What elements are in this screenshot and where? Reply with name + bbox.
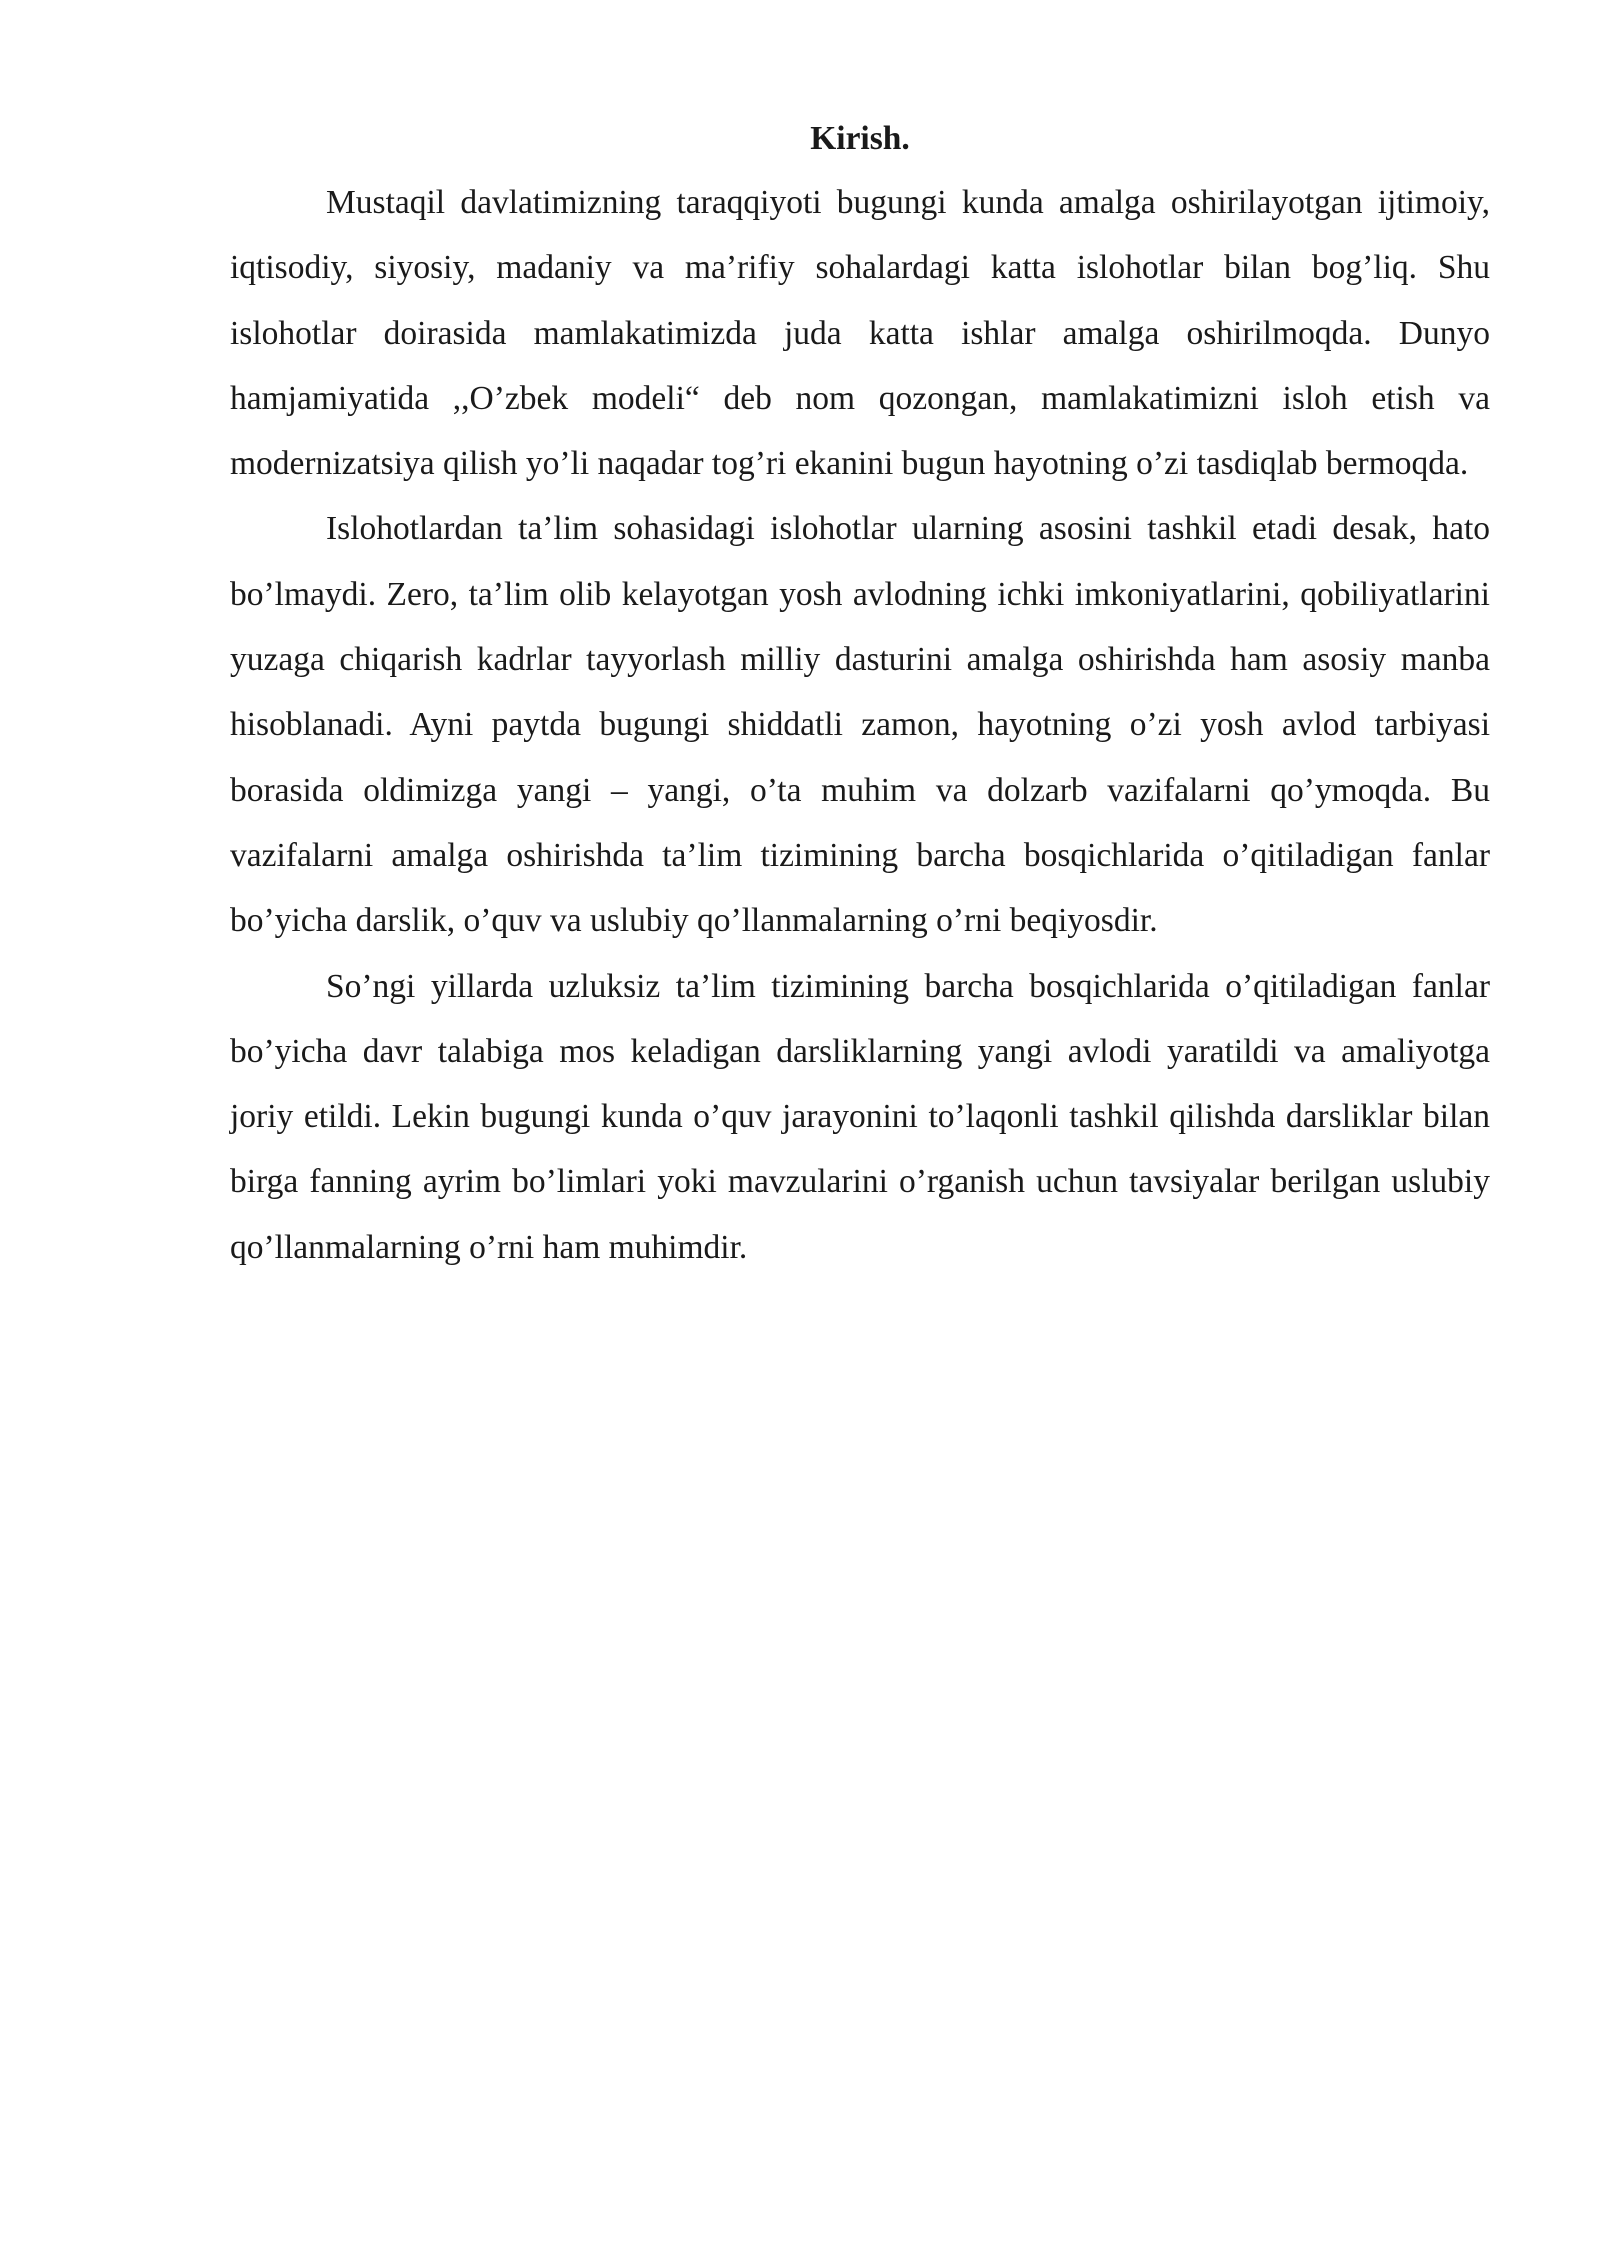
document-body bbox=[230, 108, 1490, 1280]
document-title: Kirish. bbox=[810, 120, 910, 157]
paragraph-2: Islohotlardan ta’lim sohasidagi islohotlar ularning asosini tashkil etadi desak, hato bo’lmaydi. Zero, ta’lim olib kelayotgan yosh avlodning ichki imkoniyatlarini, qobiliyatlarini yuzaga chiqarish kadrlar tayyorlash milliy dasturini amalga oshirishda ham asosiy manba hisoblanadi. Ayni paytda bugungi shiddatli zamon, hayotning o’zi yosh avlod tarbiyasi borasida oldimizga yangi – yangi, o’ta muhim va dolzarb vazifalarni qo’ymoqda. Bu vazifalarni amalga oshirishda ta’lim tizimining barcha bosqichlarida o’qitiladigan fanlar bo’yicha darslik, o’quv va uslubiy qo’llanmalarning o’rni beqiyosdir. bbox=[230, 510, 1490, 940]
paragraph-1: Mustaqil davlatimizning taraqqiyoti bugungi kunda amalga oshirilayotgan ijtimoiy, iqtisodiy, siyosiy, madaniy va ma’rifiy sohalardagi katta islohotlar bilan bog’liq. Shu islohotlar doirasida mamlakatimizda juda katta ishlar amalga oshirilmoqda. Dunyo hamjamiyatida ,,O’zbek modeli“ deb nom qozongan, mamlakatimizni isloh etish va modernizatsiya qilish yo’li naqadar tog’ri ekanini bugun hayotning o’zi tasdiqlab bermoqda. bbox=[230, 184, 1490, 483]
paragraph-3: So’ngi yillarda uzluksiz ta’lim tizimining barcha bosqichlarida o’qitiladigan fanlar bo’yicha davr talabiga mos keladigan darsliklarning yangi avlodi yaratildi va amaliyotga joriy etildi. Lekin bugungi kunda o’quv jarayonini to’laqonli tashkil qilishda darsliklar bilan birga fanning ayrim bo’limlari yoki mavzularini o’rganish uchun tavsiyalar berilgan uslubiy qo’llanmalarning o’rni ham muhimdir. bbox=[230, 967, 1490, 1266]
